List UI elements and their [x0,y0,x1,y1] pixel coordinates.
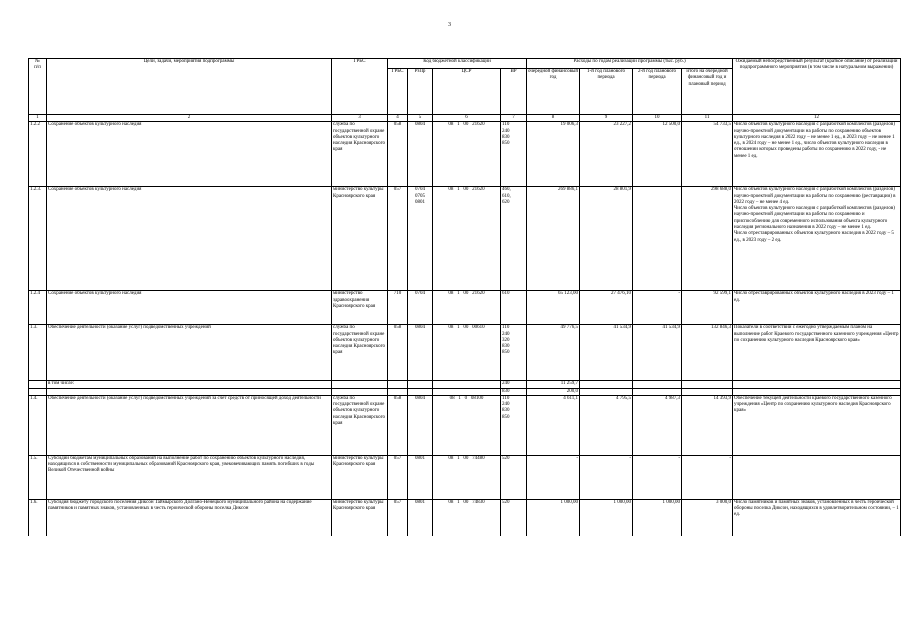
row-rzpr: 0801 [408,499,433,536]
row-rzpr: 0804 [408,122,433,187]
row-result: Показатели в соответствии с ежегодно утверждаемым планом на выполнение работ Краевого государственного казенного учреждения «Центр по сохранению культурного наследия Красноярского края» [733,325,901,381]
column-number-row [29,115,901,122]
vtom-y0: 200,0 [527,388,580,395]
header-num: № п/п [29,59,47,115]
row-rzpr: 0804 [408,395,433,455]
table-row [29,455,901,499]
row-y0: 269 886,1 [527,187,580,291]
row-result: Число отреставрированных объектов культурного наследия в 2023 году – 1 ед. [733,291,901,325]
header-rashody: Расходы по годам реализации программы (тыс. руб.) [527,59,733,69]
header-kod: Код бюджетной классификации [388,59,527,69]
row-num: 1.2.3. [29,187,47,291]
subtotal-row [29,381,901,388]
col-number: 9 [580,115,633,122]
row-y1: 1 000,00 [580,499,633,536]
row-csr: 08 1 00 21620 [433,122,501,187]
col-number: 5 [408,115,433,122]
row-total: - [682,455,733,499]
row-total: 54 733,5 [682,122,733,187]
header-sub-rzpr: РзПр [408,69,433,115]
row-grbs: 057 [388,499,408,536]
row-rzpr: 0804 [408,325,433,381]
row-csr: 08 1 00 21620 [433,187,501,291]
row-name: Обеспечение деятельности (оказание услуг) подведомственных учреждений [47,325,332,381]
vtom-label: в том числе: [47,381,332,388]
col-number: 7 [501,115,527,122]
row-name: Субсидии бюджетам муниципальных образований на выполнение работ по сохранению объектов культурного наследия, находящихся в собственности муниципальных образований Красноярского края, увековечивающих память погибших в годы Великой Отечественной войны [47,455,332,499]
row-total: 3 000,0 [682,499,733,536]
row-total: 298 688,0 [682,187,733,291]
header-sub-y1: 1-й год планового периода [580,69,633,115]
row-num: 1.4. [29,395,47,455]
row-result: Число объектов культурного наследия с разработкой комплектов (разделов) научно-проектной документации на работы по сохранению объектов культурного наследия в 2022 году – не менее 1 ед., в 2023 году – не менее 1 ед., в 2024 году – не менее 1 ед., число объектов культурного наследия в отношении которых проведены работы по сохранению в 2022 году, - не менее 1 ед. [733,122,901,187]
row-grbs: 710 [388,291,408,325]
row-y1: 41 534,9 [580,325,633,381]
row-y1: - [580,455,633,499]
col-number: 1 [29,115,47,122]
row-vr: 460, 610, 620 [501,187,527,291]
header-sub-grbs: ГРБС [388,69,408,115]
row-y2: 12 500,0 [633,122,682,187]
row-y2: - [633,455,682,499]
row-y1: 23 227,2 [580,122,633,187]
header-sub-csr: ЦСР [433,69,501,115]
header-sub-vr: ВР [501,69,527,115]
header-goal: Цели, задачи, мероприятия подпрограммы [47,59,332,115]
row-grbs-name: служба по государственной охране объектов культурного наследия Красноярского края [332,395,388,455]
row-num: 1.3. [29,325,47,381]
row-y0: 65 123,00 [527,291,580,325]
row-vr: 110 240 830 850 [501,395,527,455]
row-grbs: 057 [388,455,408,499]
row-name: Сохранение объектов культурного наследия [47,187,332,291]
row-y2: - [633,291,682,325]
row-num: 1.6. [29,499,47,536]
row-total: 132 846,3 [682,325,733,381]
row-num: 1.2.4 [29,291,47,325]
row-grbs: 058 [388,122,408,187]
row-name: Обеспечение деятельности (оказание услуг) подведомственных учреждений за счет средств от приносящей доход деятельности [47,395,332,455]
row-name: Субсидия бюджету городского поселения Диксон Таймырского Долгано-Ненецкого муниципального района на содержание памятников и памятных знаков, установленных в честь героической обороны поселка Диксон [47,499,332,536]
row-name: Сохранение объектов культурного наследия [47,122,332,187]
table-row [29,499,901,536]
header-sub-total: итого на очередной финансовый год и плановый период [682,69,733,115]
page-number: 3 [448,22,451,28]
row-csr: 08 1 00 74830 [433,499,501,536]
header-grbs: ГРБС [332,59,388,115]
vtom-y0: 11 259,7 [527,381,580,388]
col-number: 4 [388,115,408,122]
row-grbs: 058 [388,395,408,455]
row-csr: 08 1 00 74480 [433,455,501,499]
col-number: 6 [433,115,501,122]
program-table [28,58,901,536]
row-y1: 27 476,10 [580,291,633,325]
row-total: 92 599,1 [682,291,733,325]
col-number: 11 [682,115,733,122]
row-rzpr: 0801 [408,455,433,499]
row-y2: 1 000,00 [633,499,682,536]
table-row [29,187,901,291]
row-y0: 49 776,5 [527,325,580,381]
row-y1: 4 795,5 [580,395,633,455]
row-result: Число памятников и памятных знаков, установленных в честь героической обороны поселка Диксон, находящихся в удовлетворительном состоянии, – 1 ед. [733,499,901,536]
row-grbs-name: министерство культуры Красноярского края [332,187,388,291]
subtotal-row [29,388,901,395]
row-y0: - [527,455,580,499]
row-vr: 110 240 320 830 850 [501,325,527,381]
row-y0: 1 000,00 [527,499,580,536]
row-grbs-name: министерство культуры Красноярского края [332,499,388,536]
header-result: Ожидаемый непосредственный результат (краткое описание) от реализации подпрограммного мероприятия (в том числе в натуральном выражении) [733,59,901,115]
row-grbs-name: служба по государственной охране объектов культурного наследия Красноярского края [332,122,388,187]
row-y1: 28 801,9 [580,187,633,291]
table-row [29,122,901,187]
row-y0: 19 006,3 [527,122,580,187]
col-number: 12 [733,115,901,122]
col-number: 3 [332,115,388,122]
vtom-vr: 240 [501,381,527,388]
row-grbs-name: министерство культуры Красноярского края [332,455,388,499]
row-result: Обеспечение текущей деятельности краевого государственного казенного учреждения «Центр по сохранению культурного наследия Красноярского края» [733,395,901,455]
row-csr: 08 1 00 21620 [433,291,501,325]
row-rzpr: 0704 [408,291,433,325]
row-y0: 4 611,1 [527,395,580,455]
col-number: 2 [47,115,332,122]
table-row [29,395,901,455]
row-grbs-name: служба по государственной охране объектов культурного наследия Красноярского края [332,325,388,381]
header-sub-y2: 2-й год планового периода [633,69,682,115]
header-sub-y0: очередной финансовый год [527,69,580,115]
col-number: 8 [527,115,580,122]
table-row [29,325,901,381]
row-num: 1.5. [29,455,47,499]
row-y2 [633,187,682,291]
row-result: Число объектов культурного наследия с разработкой комплектов (разделов) научно-проектной документации на работы по сохранению (реставрации) в 2022 году – не менее 4 ед. Число объектов культурного наследия с разработкой комплектов (разделов) научно-проектной документации на работы по сохранению и приспособлению для современного использования объекта культурного наследия регионального назначения в 2022 году – не менее 1 ед. Число отреставрированных объектов культурного наследия в 2022 году – 5 ед., в 2023 году – 2 ед. [733,187,901,291]
row-csr: 08 1 0 08100 [433,395,501,455]
row-name: Сохранение объектов культурного наследия [47,291,332,325]
header-row-1 [29,59,901,69]
row-num: 1.2.2 [29,122,47,187]
row-grbs: 057 [388,187,408,291]
row-grbs-name: министерство здравоохранения Красноярского края [332,291,388,325]
row-result [733,455,901,499]
row-vr: 520 [501,499,527,536]
vtom-vr: 830 [501,388,527,395]
row-vr: 610 [501,291,527,325]
row-grbs: 058 [388,325,408,381]
row-vr: 110 240 830 850 [501,122,527,187]
table-row [29,291,901,325]
col-number: 10 [633,115,682,122]
row-total: 14 393,9 [682,395,733,455]
row-csr: 08 1 00 00610 [433,325,501,381]
row-vr: 520 [501,455,527,499]
row-rzpr: 0704 0705 0801 [408,187,433,291]
row-y2: 4 987,3 [633,395,682,455]
row-y2: 41 534,9 [633,325,682,381]
